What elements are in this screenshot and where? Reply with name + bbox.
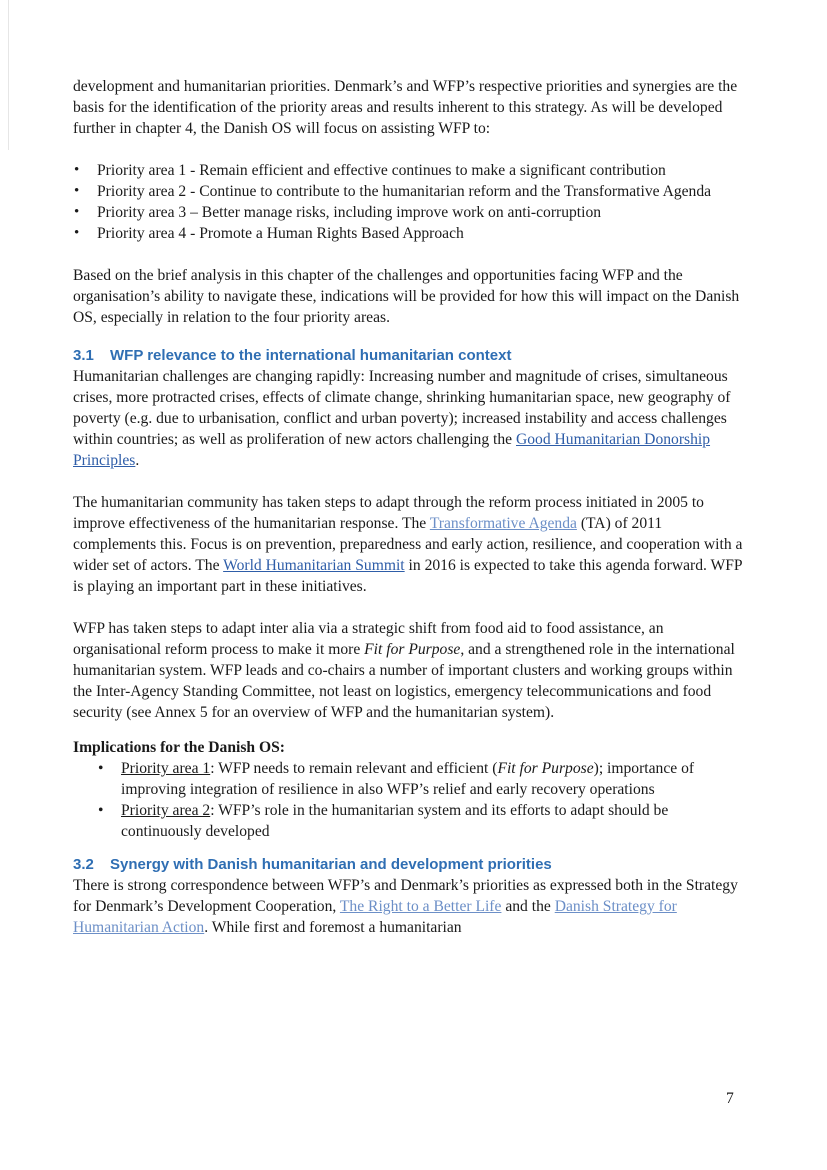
section-3-1-paragraph-2: The humanitarian community has taken steps to adapt through the reform process initiated in 2005 to improve effectiveness of the humanitarian response. The Transformative Agenda (TA) of 2011 complements this. Focus is on prevention, preparedness and early action, resilience, and cooperation with a wider set of actors. The World Humanitarian Summit in 2016 is expected to take this agenda forward. WFP is playing an important part in these initiatives. <box>73 494 743 595</box>
implication-item: • Priority area 1: WFP needs to remain relevant and efficient (Fit for Purpose); importance of improving integration of resilience in also WFP’s relief and early recovery operations <box>97 758 743 800</box>
page-number: 7 <box>726 1090 734 1107</box>
link-world-humanitarian-summit[interactable]: World Humanitarian Summit <box>223 557 405 574</box>
section-title: WFP relevance to the international humanitarian context <box>110 347 512 364</box>
link-good-humanitarian-donorship[interactable]: Good Humanitarian Donorship Principles <box>73 431 711 469</box>
priority-list-item: • Priority area 2 - Continue to contribute to the humanitarian reform and the Transformative Agenda <box>73 181 743 202</box>
link-transformative-agenda[interactable]: Transformative Agenda <box>429 515 577 532</box>
section-3-1-paragraph-1: Humanitarian challenges are changing rapidly: Increasing number and magnitude of crises, simultaneous crises, more protracted crises, effects of climate change, shrinking humanitarian space, new geography of poverty (e.g. due to urbanisation, conflict and urban poverty); increased instability and access challenges within countries; as well as proliferation of new actors challenging the Good Humanitarian Donorship Principles. <box>73 368 731 469</box>
implication-item: • Priority area 2: WFP’s role in the humanitarian system and its efforts to adapt should be continuously developed <box>97 800 743 842</box>
margin-rule <box>8 0 9 150</box>
section-number: 3.2 <box>73 856 94 873</box>
section-3-1-heading <box>73 345 743 366</box>
section-3-2-heading <box>73 854 743 875</box>
link-danish-strategy-humanitarian-action[interactable]: Danish Strategy for Humanitarian Action <box>73 898 677 936</box>
section-3-2-paragraph-1: There is strong correspondence between WFP’s and Denmark’s priorities as expressed both in the Strategy for Denmark’s Development Cooperation, The Right to a Better Life and the Danish Strategy for Humanitarian Action. While first and foremost a humanitarian <box>73 877 738 936</box>
section-title: Synergy with Danish humanitarian and development priorities <box>110 856 552 873</box>
priority-list-item: • Priority area 4 - Promote a Human Rights Based Approach <box>73 223 743 244</box>
priority-list-item: • Priority area 1 - Remain efficient and effective continues to make a significant contribution <box>73 160 743 181</box>
intro-paragraph: development and humanitarian priorities. Denmark’s and WFP’s respective priorities and synergies are the basis for the identification of the priority areas and results inherent to this strategy. As will be developed further in chapter 4, the Danish OS will focus on assisting WFP to: <box>73 78 738 137</box>
priority-list-item: • Priority area 3 – Better manage risks, including improve work on anti-corruption <box>73 202 743 223</box>
priority-area-list <box>73 160 743 244</box>
section-3-1-paragraph-3: WFP has taken steps to adapt inter alia via a strategic shift from food aid to food assistance, an organisational reform process to make it more Fit for Purpose, and a strengthened role in the international humanitarian system. WFP leads and co-chairs a number of important clusters and working groups within the Inter-Agency Standing Committee, not least on logistics, emergency telecommunications and food security (see Annex 5 for an overview of WFP and the humanitarian system). <box>73 620 735 721</box>
link-right-to-a-better-life[interactable]: The Right to a Better Life <box>339 898 502 915</box>
section-number: 3.1 <box>73 347 94 364</box>
document-page <box>73 76 743 938</box>
implications-list <box>73 758 743 842</box>
analysis-paragraph: Based on the brief analysis in this chapter of the challenges and opportunities facing WFP and the organisation’s ability to navigate these, indications will be provided for how this will impact on the Danish OS, especially in relation to the four priority areas. <box>73 267 740 326</box>
implications-heading: Implications for the Danish OS: <box>73 739 285 756</box>
